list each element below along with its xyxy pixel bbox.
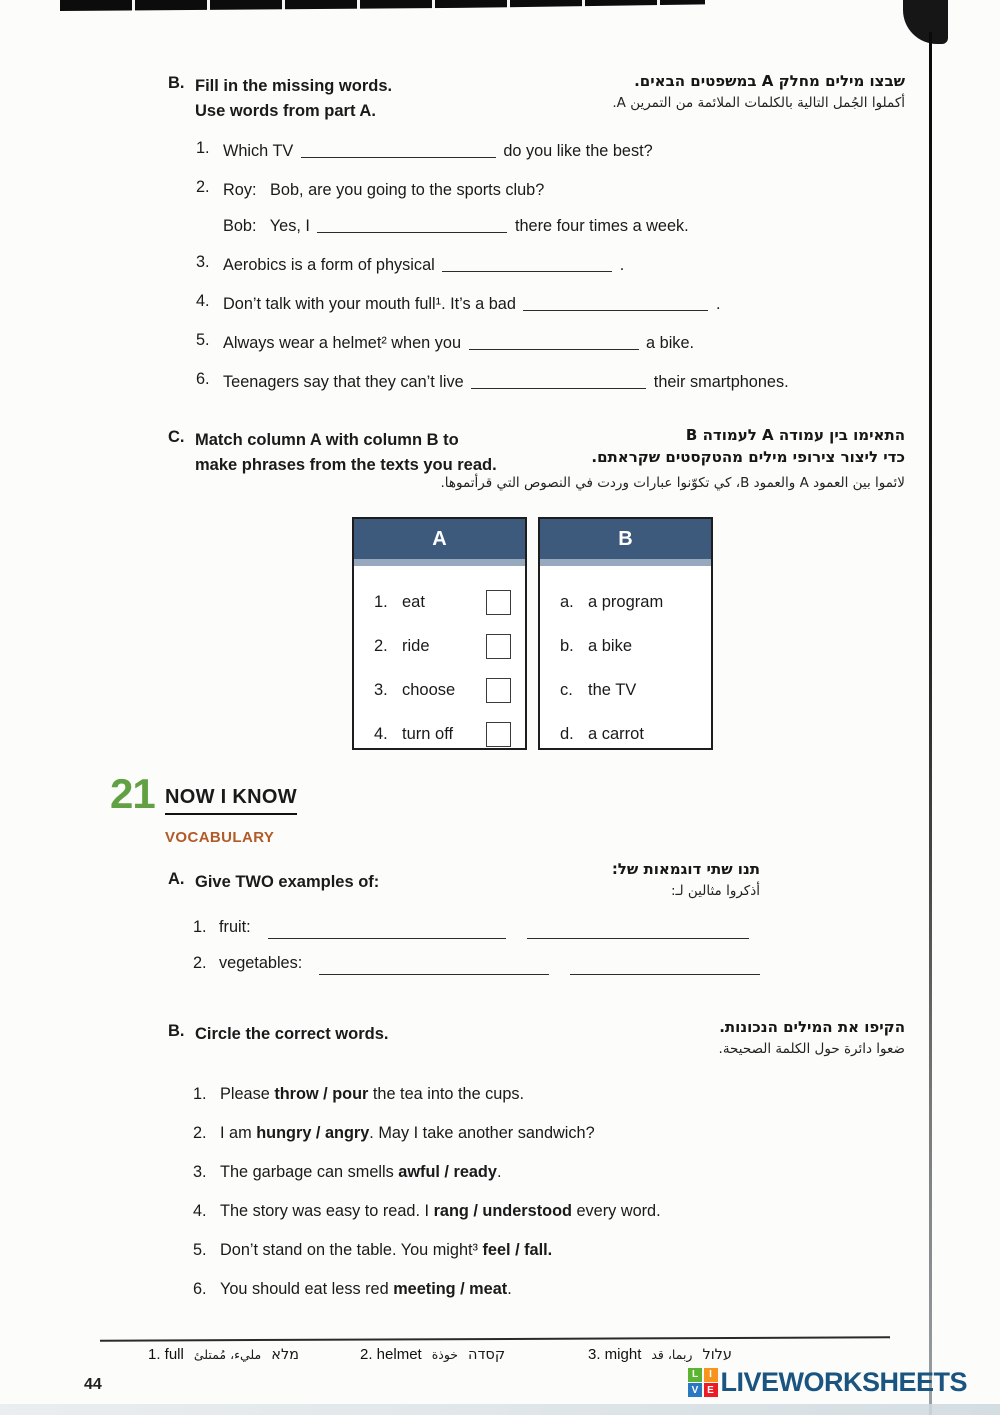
sentence-text (220, 1083, 524, 1106)
circle-item (193, 1200, 873, 1223)
word-choice[interactable]: hungry / angry (256, 1124, 370, 1142)
sentence-text (220, 1278, 512, 1301)
item-number: 5. (196, 331, 210, 349)
match-column-a (352, 517, 527, 750)
sentence-text (220, 1239, 552, 1262)
example-label: vegetables: (219, 954, 303, 972)
sentence-text: Roy: Bob, are you going to the sports club? (223, 181, 545, 199)
section-a2-header (168, 870, 379, 895)
logo-letter-square: E (704, 1383, 718, 1397)
sentence-segment: every word. (571, 1202, 661, 1220)
scan-artifact-page-edge (929, 32, 932, 1415)
unit-title: NOW I KNOW (165, 786, 297, 815)
section-b2-title: Circle the correct words. (195, 1025, 389, 1043)
sentence-text: there four times a week. (510, 217, 689, 235)
fill-in-items (196, 139, 856, 409)
sentence-segment: I am (220, 1124, 257, 1142)
fill-item-lines (223, 139, 653, 163)
word-choice[interactable]: rang / understood (433, 1202, 572, 1220)
sentence-text (220, 1122, 595, 1145)
sentence-segment: . (496, 1163, 502, 1181)
footnote-arabic: خوذة (431, 1347, 459, 1362)
sentence-text: a bike. (641, 334, 695, 352)
example-row (193, 918, 833, 937)
section-c-title-line1: Match column A with column B to (195, 431, 459, 449)
footnote-rule (100, 1336, 890, 1341)
match-row-b (540, 580, 711, 624)
fill-item-line (223, 139, 653, 163)
scan-artifact-corner (903, 0, 948, 44)
sentence-segment: Don’t stand on the table. You might³ (220, 1241, 483, 1259)
fill-item-line (223, 292, 720, 316)
section-b-title-line1: Fill in the missing words. (195, 77, 393, 95)
section-a2-arabic: أذكروا مثالين لـ: (671, 883, 760, 899)
item-number: 3. (196, 253, 210, 271)
item-number: 2. (196, 178, 210, 196)
sentence-text: . (711, 295, 721, 313)
sentence-text: Aerobics is a form of physical (223, 256, 440, 274)
match-item-text: a carrot (588, 724, 644, 743)
liveworksheets-logo (688, 1367, 967, 1398)
match-row-b (540, 712, 711, 756)
footnotes (148, 1346, 868, 1363)
sentence-segment: You should eat less red (220, 1280, 394, 1298)
answer-blank[interactable] (268, 924, 506, 939)
footnote-hebrew: עלול (702, 1347, 732, 1363)
sentence-segment: The story was easy to read. I (220, 1202, 434, 1220)
section-a2-label: A. (168, 870, 185, 888)
unit-subtitle-vocabulary: VOCABULARY (165, 829, 275, 846)
item-letter: b. (560, 636, 574, 655)
match-row-b (540, 624, 711, 668)
answer-checkbox[interactable] (486, 722, 511, 747)
item-number: 2. (193, 954, 207, 972)
section-b-instructions-rtl (485, 72, 905, 111)
item-letter: c. (560, 680, 573, 699)
item-number: 4. (374, 724, 388, 743)
fill-item-lines (223, 292, 720, 316)
section-b2-arabic: ضعوا دائرة حول الكلمة الصحيحة. (718, 1041, 905, 1057)
section-b-hebrew: שבצו מילים מחלק A במשפטים הבאים. (634, 72, 905, 90)
match-row-a (354, 624, 525, 668)
match-item-text: the TV (588, 680, 637, 699)
fill-item-lines (223, 253, 624, 277)
fill-item-line (223, 253, 624, 277)
match-column-a-header: A (354, 519, 525, 559)
unit-number: 21 (110, 770, 155, 817)
section-b-label: B. (168, 74, 185, 92)
circle-item (193, 1083, 873, 1106)
fill-item-line (223, 178, 689, 202)
section-c-hebrew-line2: כדי ליצור צירופי מילים מהטקסטים שקראתם. (591, 448, 905, 466)
item-number: 3. (374, 680, 388, 699)
circle-item (193, 1239, 873, 1262)
match-item-text: choose (402, 680, 456, 699)
match-item-text: a program (588, 592, 664, 611)
section-a2-title: Give TWO examples of: (195, 873, 380, 891)
fill-item (196, 139, 856, 163)
item-number: 3. (193, 1163, 207, 1181)
footnote-arabic: ربما، قد (651, 1347, 693, 1362)
item-number: 1. (374, 592, 388, 611)
sentence-segment: Please (220, 1085, 275, 1103)
item-number: 4. (196, 292, 210, 310)
sentence-segment: The garbage can smells (220, 1163, 399, 1181)
fill-item (196, 331, 856, 355)
sentence-segment: the tea into the cups. (368, 1085, 525, 1103)
item-number: 6. (193, 1280, 207, 1298)
sentence-text: Bob: Yes, I (223, 217, 315, 235)
section-b-title-line2: Use words from part A. (195, 102, 376, 120)
sentence-text: their smartphones. (649, 373, 789, 391)
match-row-a (354, 580, 525, 624)
page-number: 44 (84, 1376, 102, 1393)
match-column-b (538, 517, 713, 750)
answer-blank[interactable] (527, 924, 749, 939)
fill-item (196, 370, 856, 394)
word-choice[interactable]: throw / pour (274, 1085, 369, 1103)
footnote-english: 1. full (148, 1346, 184, 1363)
match-table (352, 517, 713, 750)
sentence-text: Don’t talk with your mouth full¹. It’s a bad (223, 295, 521, 313)
fill-item-lines (223, 178, 689, 238)
sentence-segment: . (507, 1280, 512, 1298)
section-b-arabic: أكملوا الجُمل التالية بالكلمات الملائمة من التمرين A. (612, 95, 905, 111)
footnote-hebrew: מלא (271, 1347, 300, 1363)
answer-blank[interactable] (469, 335, 639, 350)
match-column-b-header: B (540, 519, 711, 559)
section-c-arabic: لائموا بين العمود A والعمود B، كي تكوّنوا عبارات وردت في النصوص التي قرأتموها. (440, 475, 905, 491)
scan-artifact-top-bar (60, 0, 705, 11)
match-column-a-strip (354, 559, 525, 566)
logo-letter-square: I (704, 1368, 718, 1382)
section-a2-hebrew: תנו שתי דוגמאות של: (611, 860, 760, 878)
liveworksheets-logo-icon (688, 1368, 718, 1398)
section-b-header (168, 74, 392, 124)
liveworksheets-logo-text: LIVEWORKSHEETS (720, 1367, 968, 1397)
match-row-a (354, 712, 525, 756)
match-item-text: ride (402, 636, 430, 655)
fill-item-line (223, 370, 789, 394)
section-c-label: C. (168, 428, 185, 446)
fill-item-line (223, 331, 694, 355)
section-b2-label: B. (168, 1022, 185, 1040)
section-c-instructions-rtl (385, 426, 905, 491)
scan-artifact-bottom-shadow (0, 1404, 1000, 1415)
fill-item-lines (223, 370, 789, 394)
item-number: 1. (193, 1085, 207, 1103)
footnote-arabic: مليء، مُمتلئ (193, 1347, 262, 1362)
match-item-text: eat (402, 592, 425, 611)
circle-item (193, 1278, 873, 1301)
example-row (193, 954, 833, 973)
answer-blank[interactable] (317, 218, 507, 233)
word-choice[interactable]: awful / ready (398, 1163, 497, 1181)
match-row-a (354, 668, 525, 712)
section-a2-instructions-rtl (460, 860, 760, 899)
fill-item (196, 253, 856, 277)
fill-item (196, 178, 856, 238)
item-number: 2. (374, 636, 388, 655)
answer-checkbox[interactable] (486, 634, 511, 659)
sentence-text: Which TV (223, 142, 298, 160)
item-number: 6. (196, 370, 210, 388)
logo-letter-square: V (688, 1383, 702, 1397)
section-b2-hebrew: הקיפו את המילים הנכונות. (719, 1018, 905, 1036)
sentence-text (220, 1161, 501, 1184)
section-b2-instructions-rtl (545, 1018, 905, 1057)
answer-blank[interactable] (319, 960, 549, 975)
footnote (360, 1346, 588, 1363)
item-letter: d. (560, 724, 574, 743)
match-item-text: turn off (402, 724, 454, 743)
example-rows (193, 918, 833, 990)
match-column-b-strip (540, 559, 711, 566)
answer-blank[interactable] (442, 257, 612, 272)
sentence-text: . (615, 256, 625, 274)
footnote-english: 2. helmet (360, 1346, 422, 1363)
item-number: 1. (193, 918, 207, 936)
item-number: 1. (196, 139, 210, 157)
fill-item-line (223, 214, 689, 238)
answer-checkbox[interactable] (486, 590, 511, 615)
section-c-title-line2: make phrases from the texts you read. (195, 456, 497, 474)
match-item-text: a bike (588, 636, 633, 655)
circle-item (193, 1161, 873, 1184)
fill-item-lines (223, 331, 694, 355)
word-choice[interactable]: meeting / meat (393, 1280, 508, 1298)
sentence-segment: . May I take another sandwich? (369, 1124, 595, 1142)
fill-item (196, 292, 856, 316)
answer-blank[interactable] (471, 374, 646, 389)
footnote (148, 1346, 360, 1363)
circle-item (193, 1122, 873, 1145)
sentence-text: Always wear a helmet² when you (223, 334, 466, 352)
sentence-text: Teenagers say that they can’t live (223, 373, 469, 391)
answer-blank[interactable] (301, 143, 496, 158)
footnote-english: 3. might (588, 1346, 642, 1363)
footnote (588, 1346, 732, 1363)
match-row-b (540, 668, 711, 712)
item-number: 2. (193, 1124, 207, 1142)
answer-blank[interactable] (523, 296, 708, 311)
example-label: fruit: (219, 918, 251, 936)
logo-letter-square: L (688, 1368, 702, 1382)
sentence-text: do you like the best? (498, 142, 653, 160)
footnote-hebrew: קסדה (468, 1347, 506, 1363)
sentence-text (220, 1200, 661, 1223)
answer-blank[interactable] (570, 960, 760, 975)
section-b2-header (168, 1022, 388, 1047)
item-letter: a. (560, 592, 574, 611)
circle-items (193, 1083, 873, 1317)
answer-checkbox[interactable] (486, 678, 511, 703)
item-number: 4. (193, 1202, 207, 1220)
item-number: 5. (193, 1241, 207, 1259)
section-c-hebrew-line1: התאימו בין עמודה A לעמודה B (685, 426, 905, 444)
word-choice[interactable]: feel / fall. (482, 1241, 553, 1259)
